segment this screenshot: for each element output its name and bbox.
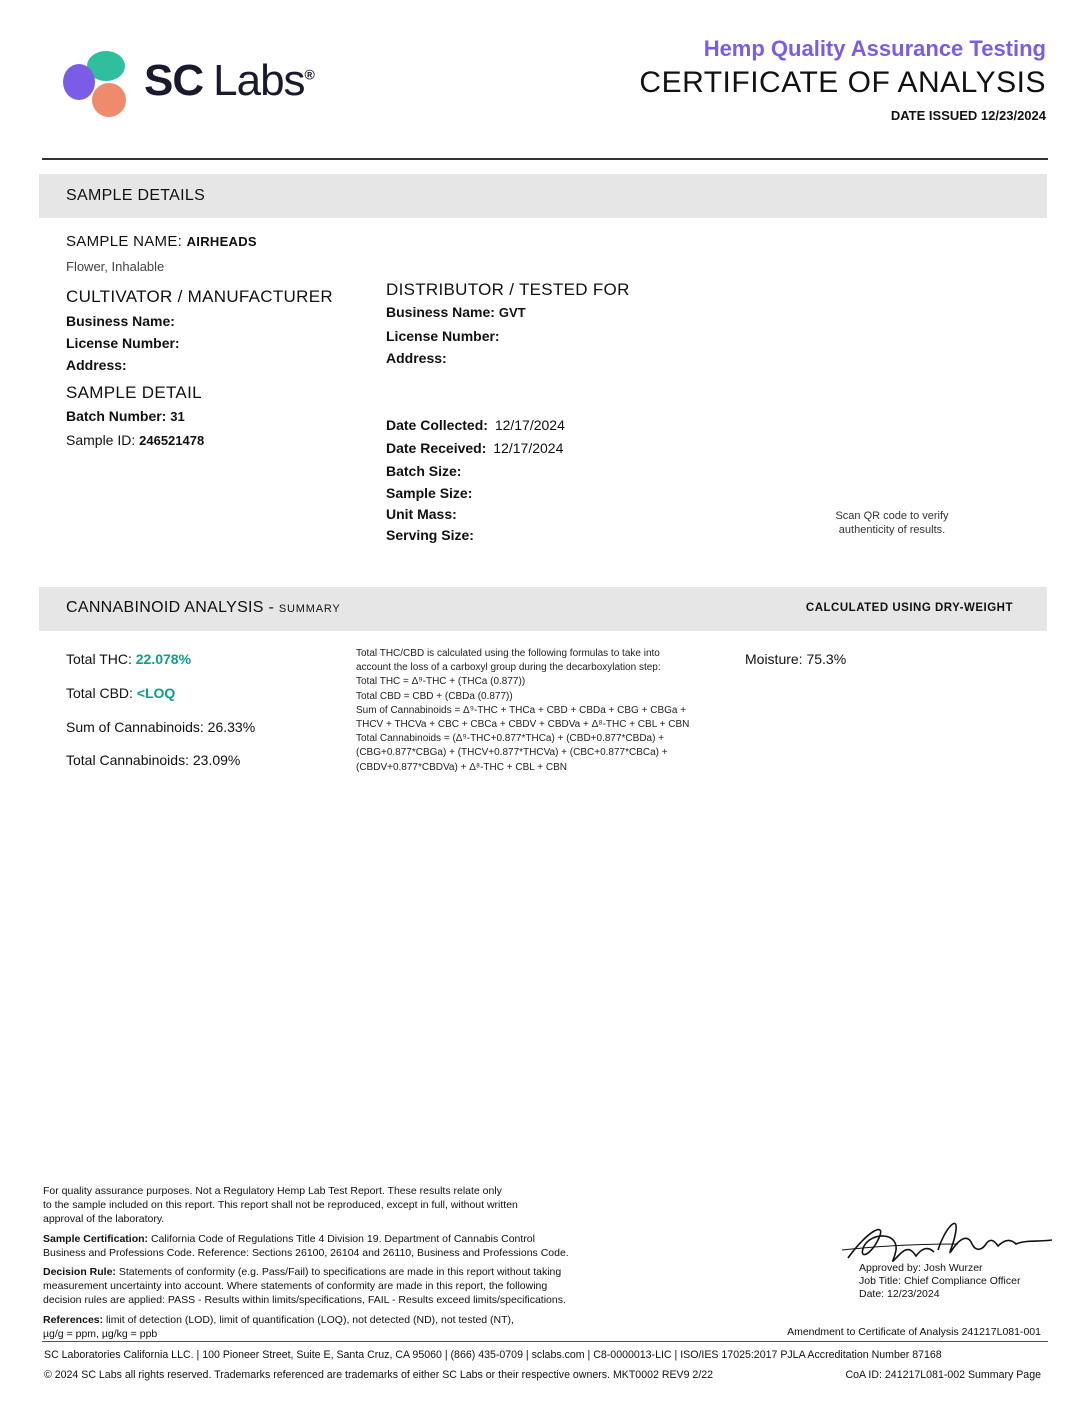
- sum-cannabinoids-row: [66, 719, 255, 735]
- sample-name-row: [66, 233, 257, 250]
- sample-name-label: SAMPLE NAME:: [66, 233, 183, 250]
- cultivator-title: CULTIVATOR / MANUFACTURER: [66, 287, 333, 306]
- decision-line: decision rules are applied: PASS - Results within limits/specifications, FAIL - Results exceed limits/specifications.: [43, 1294, 566, 1306]
- approval-date: Date: 12/23/2024: [859, 1288, 940, 1300]
- total-cbd-row: [66, 685, 175, 701]
- distributor-business-row: [386, 304, 526, 320]
- refs-label: References:: [43, 1314, 104, 1326]
- sum-cannabinoids-value: 26.33%: [207, 719, 256, 735]
- date-received-value: 12/17/2024: [493, 440, 564, 456]
- batch-number-row: [66, 408, 185, 424]
- sum-cannabinoids-label: Sum of Cannabinoids:: [66, 719, 204, 735]
- qr-note: [812, 509, 972, 537]
- date-collected-value: 12/17/2024: [494, 417, 565, 433]
- qa-disclaimer: [43, 1184, 603, 1226]
- total-cbd-value: <LOQ: [136, 685, 176, 701]
- date-collected-row: [386, 417, 565, 433]
- date-received-row: [386, 440, 563, 456]
- qr-note-line1: Scan QR code to verify: [835, 510, 949, 522]
- cannabinoid-band-title: CANNABINOID ANALYSIS -: [66, 599, 275, 616]
- moisture-row: [745, 651, 846, 667]
- amendment-note: Amendment to Certificate of Analysis 241217L081-001: [787, 1326, 1041, 1338]
- sample-id-row: [66, 432, 204, 448]
- total-cannabinoids-value: 23.09%: [192, 752, 241, 768]
- formula-line: (CBDV+0.877*CBDVa) + Δ⁸-THC + CBL + CBN: [356, 761, 567, 773]
- decision-rule: [43, 1265, 623, 1307]
- header-subtitle: Hemp Quality Assurance Testing: [703, 36, 1046, 61]
- unit-mass-label: Unit Mass:: [386, 506, 457, 522]
- cultivator-address-label: Address:: [66, 357, 127, 373]
- qa-line: approval of the laboratory.: [43, 1213, 165, 1225]
- sample-details-title: SAMPLE DETAILS: [66, 187, 206, 204]
- decision-line: Statements of conformity (e.g. Pass/Fail) to specifications are made in this report without taking: [115, 1266, 562, 1278]
- cert-label: Sample Certification:: [43, 1233, 149, 1245]
- dry-weight-note: CALCULATED USING DRY-WEIGHT: [805, 602, 1013, 614]
- logo-mark-icon: [62, 48, 130, 120]
- decision-line: measurement uncertainty into account. Where statements of conformity are made in this report, the following: [43, 1280, 548, 1292]
- formula-line: (CBG+0.877*CBGa) + (THCV+0.877*THCVa) + (CBC+0.877*CBCa) +: [356, 747, 668, 759]
- logo: [62, 48, 362, 120]
- total-cbd-label: Total CBD:: [66, 685, 133, 701]
- sample-size-label: Sample Size:: [386, 485, 473, 501]
- formula-line: Total THC = Δ⁹-THC + (THCa (0.877)): [356, 676, 526, 688]
- cannabinoid-band: [39, 587, 1047, 631]
- formula-line: Sum of Cannabinoids = Δ⁹-THC + THCa + CBD + CBDa + CBG + CBGa +: [356, 704, 687, 716]
- qa-line: For quality assurance purposes. Not a Regulatory Hemp Lab Test Report. These results relate only: [43, 1185, 502, 1197]
- coa-id: CoA ID: 241217L081-002 Summary Page: [845, 1369, 1041, 1381]
- total-thc-value: 22.078%: [135, 651, 192, 667]
- total-cannabinoids-row: [66, 752, 240, 768]
- footer-rule: [42, 1341, 1048, 1342]
- approver-job-title: Job Title: Chief Compliance Officer: [859, 1275, 1021, 1287]
- total-thc-row: [66, 651, 191, 667]
- formulas-block: [356, 647, 736, 775]
- sample-detail-title: SAMPLE DETAIL: [66, 383, 202, 402]
- refs-line: µg/g = ppm, µg/kg = ppb: [43, 1328, 158, 1340]
- moisture-label: Moisture:: [745, 651, 803, 667]
- qa-line: to the sample included on this report. This report shall not be reproduced, except in full, without written: [43, 1199, 518, 1211]
- lab-address-line: SC Laboratories California LLC. | 100 Pioneer Street, Suite E, Santa Cruz, CA 95060 | (866) 435-0709 | sclabs.com | C8-0000013-LIC | ISO/IES 17025:2017 PJLA Accreditation Number 87168: [44, 1349, 942, 1361]
- sample-id-label: Sample ID:: [66, 432, 136, 448]
- formula-line: Total CBD = CBD + (CBDa (0.877)): [356, 690, 513, 702]
- logo-text-bold: SC: [144, 56, 204, 105]
- serving-size-label: Serving Size:: [386, 527, 474, 543]
- cert-line: California Code of Regulations Title 4 Division 19. Department of Cannabis Control: [148, 1233, 535, 1245]
- refs-line: limit of detection (LOD), limit of quantification (LOQ), not detected (ND), not tested (NT),: [103, 1314, 514, 1326]
- references: [43, 1313, 623, 1341]
- date-received-label: Date Received:: [386, 440, 487, 456]
- sample-details-band: [39, 174, 1047, 218]
- approval-block: [859, 1262, 1020, 1301]
- distributor-business-value: GVT: [498, 305, 526, 320]
- formula-line: Total THC/CBD is calculated using the following formulas to take into: [356, 648, 660, 659]
- sample-id-value: 246521478: [139, 433, 205, 448]
- batch-number-value: 31: [170, 409, 185, 424]
- batch-size-label: Batch Size:: [386, 463, 462, 479]
- logo-registered-mark: ®: [304, 66, 314, 83]
- distributor-title: DISTRIBUTOR / TESTED FOR: [386, 280, 630, 299]
- approved-by: Approved by: Josh Wurzer: [859, 1262, 983, 1274]
- date-collected-label: Date Collected:: [386, 417, 488, 433]
- logo-text-thin: Labs: [213, 56, 305, 105]
- distributor-address-label: Address:: [386, 350, 447, 366]
- formula-line: THCV + THCVa + CBC + CBCa + CBDV + CBDVa + Δ⁸-THC + CBL + CBN: [356, 719, 690, 731]
- cert-line: Business and Professions Code. Reference: Sections 26100, 26104 and 26110, Business and Professions Code.: [43, 1247, 569, 1259]
- cannabinoid-band-sub: SUMMARY: [278, 603, 341, 615]
- sample-certification: [43, 1232, 623, 1260]
- formula-line: account the loss of a carboxyl group during the decarboxylation step:: [356, 662, 661, 674]
- formula-line: Total Cannabinoids = (Δ⁹-THC+0.877*THCa) + (CBD+0.877*CBDa) +: [356, 733, 665, 745]
- decision-label: Decision Rule:: [43, 1266, 116, 1278]
- cannabinoid-band-title-row: [66, 599, 341, 617]
- cultivator-license-label: License Number:: [66, 335, 180, 351]
- distributor-business-label: Business Name:: [386, 304, 495, 320]
- cultivator-business-label: Business Name:: [66, 313, 175, 329]
- distributor-license-label: License Number:: [386, 328, 500, 344]
- total-cannabinoids-label: Total Cannabinoids:: [66, 752, 189, 768]
- header-rule: [42, 158, 1048, 160]
- total-thc-label: Total THC:: [66, 651, 132, 667]
- moisture-value: 75.3%: [806, 651, 847, 667]
- header-title: CERTIFICATE OF ANALYSIS: [639, 66, 1046, 99]
- sample-name-value: AIRHEADS: [186, 234, 257, 249]
- qr-note-line2: authenticity of results.: [838, 524, 946, 536]
- date-issued: DATE ISSUED 12/23/2024: [890, 108, 1046, 123]
- batch-number-label: Batch Number:: [66, 408, 167, 424]
- sample-type: Flower, Inhalable: [66, 259, 165, 274]
- copyright-line: © 2024 SC Labs all rights reserved. Trademarks referenced are trademarks of either SC Labs or their respective owners. MKT0002 REV9 2/22: [44, 1369, 714, 1381]
